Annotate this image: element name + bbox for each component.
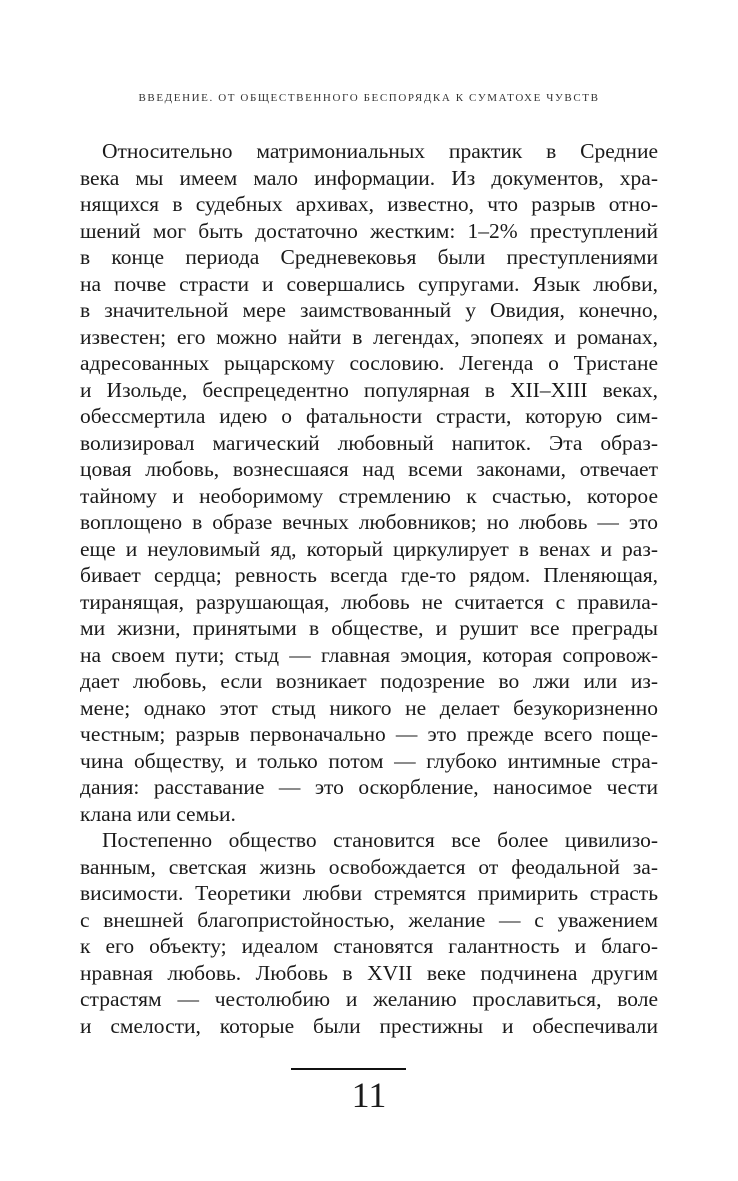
text-line: тайному и необоримому стремлению к счастью, которое bbox=[80, 483, 658, 508]
text-line: дает любовь, если возникает подозрение во лжи или из- bbox=[80, 669, 658, 693]
text-line: в значительной мере заимствованный у Овидия, конечно, bbox=[80, 298, 658, 322]
text-line: клана или семьи. bbox=[80, 801, 236, 826]
text-line: еще и неуловимый яд, который циркулирует в венах и раз- bbox=[80, 536, 658, 561]
text-line: висимости. Теоретики любви стремятся примирить страсть bbox=[80, 881, 658, 905]
text-line: на почве страсти и совершались супругами. Язык любви, bbox=[80, 271, 658, 296]
text-line: воплощено в образе вечных любовников; но любовь — это bbox=[80, 510, 658, 534]
text-line: тиранящая, разрушающая, любовь не считается с правила- bbox=[80, 589, 658, 614]
text-line: нящихся в судебных архивах, известно, что разрыв отно- bbox=[80, 192, 658, 216]
running-head: ВВЕДЕНИЕ. ОТ ОБЩЕСТВЕННОГО БЕСПОРЯДКА К СУМАТОХЕ ЧУВСТВ bbox=[138, 92, 600, 104]
paragraph-1 bbox=[80, 138, 658, 827]
text-line: чина обществу, и только потом — глубоко интимные стра- bbox=[80, 748, 658, 773]
text-line: цовая любовь, вознесшаяся над всеми законами, отвечает bbox=[80, 457, 658, 481]
text-line: на своем пути; стыд — главная эмоция, которая сопровож- bbox=[80, 642, 658, 667]
text-line: известен; его можно найти в легендах, эпопеях и романах, bbox=[80, 324, 658, 349]
text-line: века мы имеем мало информации. Из документов, хра- bbox=[80, 165, 658, 190]
text-line: страстям — честолюбию и желанию прославиться, воле bbox=[80, 987, 658, 1011]
text-line: дания: расставание — это оскорбление, наносимое чести bbox=[80, 775, 658, 799]
text-line: волизировал магический любовный напиток. Эта образ- bbox=[80, 430, 658, 455]
text-line: шений мог быть достаточно жестким: 1–2% преступлений bbox=[80, 218, 658, 243]
paragraph-2 bbox=[80, 827, 658, 1039]
text-line: ванным, светская жизнь освобождается от феодальной за- bbox=[80, 854, 658, 879]
footer-rule bbox=[291, 1068, 406, 1070]
text-line: адресованных рыцарскому сословию. Легенда о Тристане bbox=[80, 351, 658, 375]
text-line: с внешней благопристойностью, желание — с уважением bbox=[80, 907, 658, 932]
text-line: нравная любовь. Любовь в XVII веке подчинена другим bbox=[80, 960, 658, 985]
text-line: и смелости, которые были престижны и обеспечивали bbox=[80, 1013, 658, 1038]
page-number: 11 bbox=[351, 1075, 387, 1115]
text-line: Относительно матримониальных практик в Средние bbox=[102, 139, 658, 163]
body-text bbox=[80, 138, 658, 1039]
text-line: к его объекту; идеалом становятся галантность и благо- bbox=[80, 934, 658, 958]
text-line: бивает сердца; ревность всегда где-то рядом. Пленяющая, bbox=[80, 563, 658, 587]
text-line: и Изольде, беспрецедентно популярная в XII–XIII веках, bbox=[80, 377, 658, 402]
text-line: ми жизни, принятыми в обществе, и рушит все преграды bbox=[80, 616, 658, 640]
text-line: в конце периода Средневековья были преступлениями bbox=[80, 245, 658, 269]
text-line: мене; однако этот стыд никого не делает безукоризненно bbox=[80, 695, 658, 720]
text-line: Постепенно общество становится все более цивилизо- bbox=[102, 828, 658, 852]
text-line: обессмертила идею о фатальности страсти, которую сим- bbox=[80, 404, 658, 428]
text-line: честным; разрыв первоначально — это прежде всего поще- bbox=[80, 722, 658, 746]
